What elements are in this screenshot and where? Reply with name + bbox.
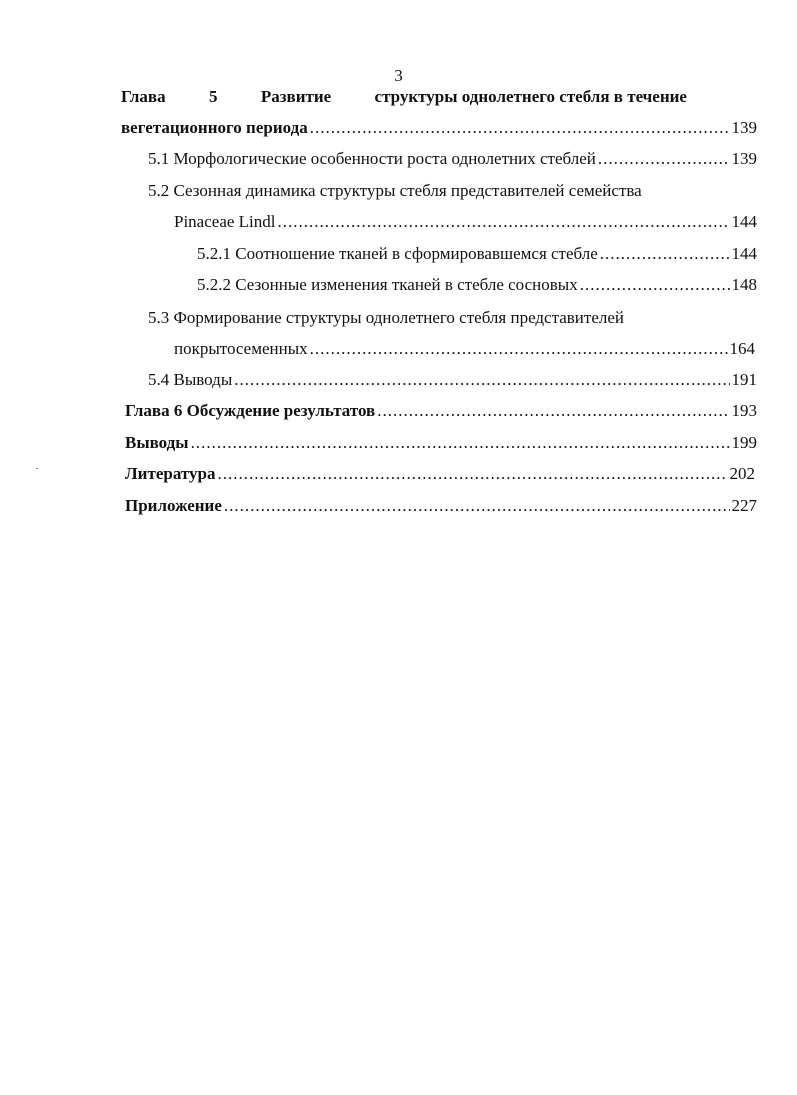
page-number: 3 [394,66,403,85]
dot-leader [278,211,730,233]
toc-entry-appendix[interactable] [125,495,757,517]
toc-page-number: 144 [731,212,757,231]
toc-entry-label: 5.3 Формирование структуры однолетнего стебля представителей [148,308,624,327]
toc-entry-literature[interactable] [125,463,755,485]
toc-page-number: 164 [729,339,755,358]
toc-entry-chapter6[interactable] [125,400,757,422]
dot-leader [191,432,730,454]
chapter5-word-4: структуры однолетнего стебля в течение [374,87,687,106]
toc-page-number: 227 [731,496,757,515]
toc-entry-label: Литература [125,464,216,483]
toc-entry-label: вегетационного периода [121,118,308,137]
dot-leader [600,243,730,265]
toc-entry-chapter5[interactable] [121,117,757,139]
dot-leader [234,369,729,391]
scan-speck [36,468,38,469]
toc-entry-label: Выводы [125,433,189,452]
dot-leader [598,148,730,170]
toc-entry-5-2-line1 [148,180,642,202]
dot-leader [377,400,729,422]
toc-entry-5-3-line1 [148,307,624,329]
toc-entry-5-1[interactable] [148,148,757,170]
toc-page-number: 202 [729,464,755,483]
toc-entry-5-2-2[interactable] [197,274,757,296]
chapter5-word-1: Глава [121,87,166,106]
dot-leader [310,338,728,360]
toc-page-number: 144 [731,244,757,263]
toc-entry-label: Глава 6 Обсуждение результатов [125,401,376,420]
toc-entry-5-2[interactable] [174,211,757,233]
dot-leader [217,463,727,485]
toc-entry-5-2-1[interactable] [197,243,757,265]
dot-leader [310,117,730,139]
toc-entry-label: покрытосеменных [174,339,308,358]
dot-leader [580,274,730,296]
toc-page-number: 139 [731,118,757,137]
chapter5-word-2: 5 [208,87,218,106]
toc-entry-label: Приложение [125,496,222,515]
toc-entry-conclusions[interactable] [125,432,757,454]
toc-page-number: 193 [731,401,757,420]
toc-entry-label: 5.4 Выводы [148,370,233,389]
toc-entry-5-3[interactable] [174,338,755,360]
toc-chapter5-title-line1 [121,86,687,108]
toc-page-number: 139 [731,149,757,168]
toc-entry-label: 5.2.2 Сезонные изменения тканей в стебле сосновых [197,275,578,294]
toc-entry-label: Pinaceae Lindl [174,212,276,231]
toc-entry-5-4[interactable] [148,369,757,391]
dot-leader [224,495,730,517]
chapter5-word-3: Развитие [260,87,332,106]
toc-page-number: 148 [731,275,757,294]
toc-page-number: 199 [731,433,757,452]
toc-entry-label: 5.2 Сезонная динамика структуры стебля представителей семейства [148,181,642,200]
toc-entry-label: 5.1 Морфологические особенности роста однолетних стеблей [148,149,596,168]
toc-page-number: 191 [731,370,757,389]
toc-entry-label: 5.2.1 Соотношение тканей в сформировавшемся стебле [197,244,598,263]
